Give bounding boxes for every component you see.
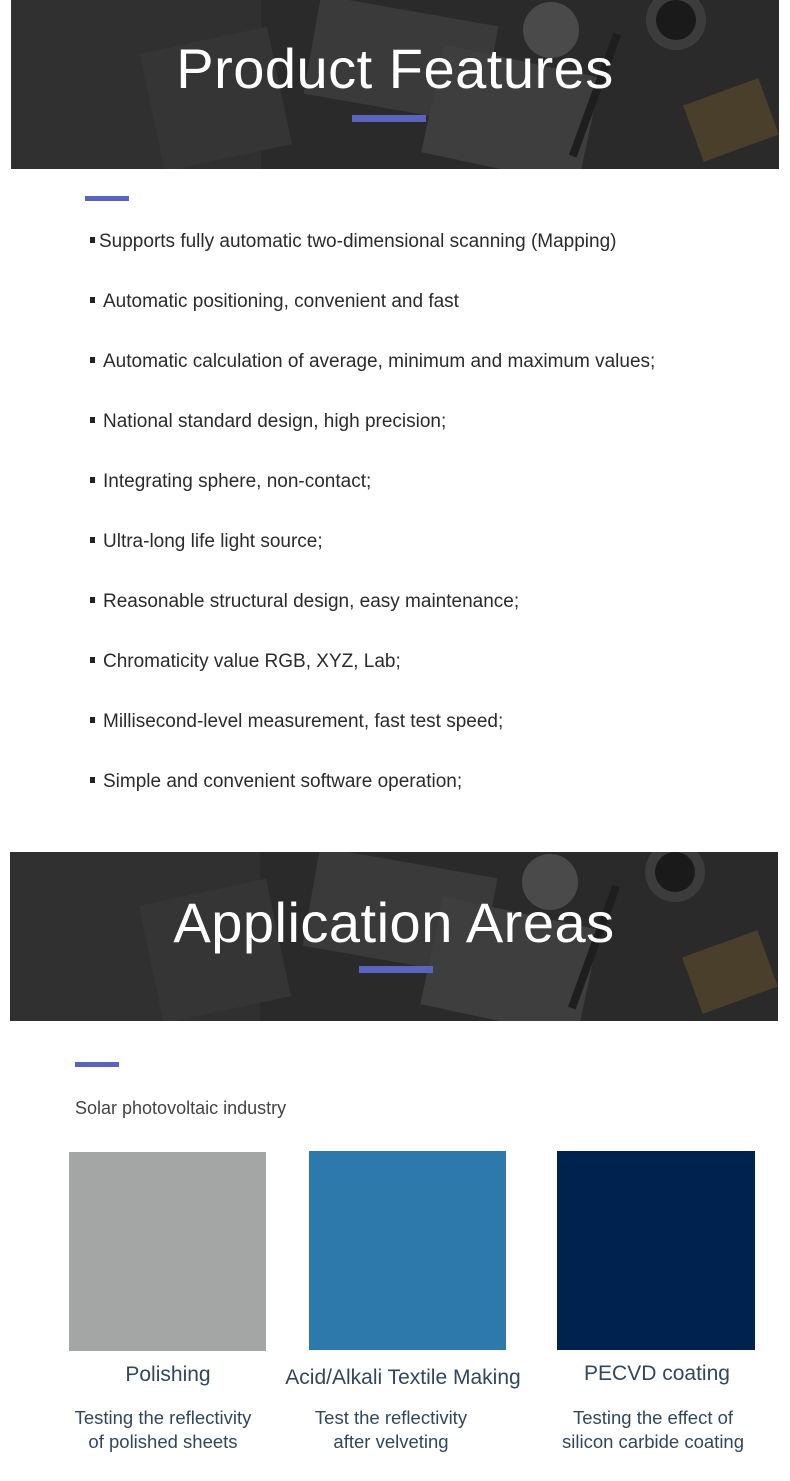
- bullet-icon: [90, 777, 95, 783]
- feature-item: Automatic positioning, convenient and fast: [90, 286, 770, 346]
- feature-item: National standard design, high precision;: [90, 406, 770, 466]
- bullet-icon: [90, 477, 95, 483]
- feature-item: Automatic calculation of average, minimum and maximum values;: [90, 346, 770, 406]
- feature-item: Chromaticity value RGB, XYZ, Lab;: [90, 646, 770, 706]
- bullet-icon: [90, 297, 95, 303]
- bullet-icon: [90, 597, 95, 603]
- applications-banner: [10, 852, 778, 1021]
- features-accent-bar: [85, 196, 129, 201]
- feature-item: Ultra-long life light source;: [90, 526, 770, 586]
- application-image: [69, 1152, 266, 1351]
- bullet-icon: [90, 657, 95, 663]
- application-title: PECVD coating: [584, 1362, 730, 1385]
- application-desc: Testing the reflectivity of polished sheets: [74, 1407, 252, 1452]
- feature-item: Simple and convenient software operation;: [90, 766, 770, 826]
- application-title: Polishing: [125, 1363, 211, 1386]
- application-image: [557, 1151, 755, 1350]
- bullet-icon: [90, 417, 95, 423]
- industry-label: Solar photovoltaic industry: [75, 1098, 287, 1118]
- application-image: [309, 1151, 506, 1350]
- feature-item: Reasonable structural design, easy maintenance;: [90, 586, 770, 646]
- feature-item: Integrating sphere, non-contact;: [90, 466, 770, 526]
- features-title-underline: [352, 115, 426, 122]
- application-title: Acid/Alkali Textile Making: [285, 1366, 521, 1389]
- feature-item: Supports fully automatic two-dimensional scanning (Mapping): [90, 226, 770, 286]
- features-banner: [11, 0, 779, 169]
- bullet-icon: [90, 717, 95, 723]
- application-desc: Test the reflectivity after velveting: [314, 1407, 468, 1452]
- bullet-icon: [90, 237, 95, 243]
- bullet-icon: [90, 357, 95, 363]
- features-list: [90, 226, 770, 826]
- applications-title-underline: [359, 966, 433, 973]
- feature-item: Millisecond-level measurement, fast test speed;: [90, 706, 770, 766]
- bullet-icon: [90, 537, 95, 543]
- applications-accent-bar: [75, 1062, 119, 1067]
- features-title: Product Features: [176, 37, 614, 100]
- application-desc: Testing the effect of silicon carbide coating: [561, 1407, 745, 1452]
- applications-title: Application Areas: [173, 891, 615, 954]
